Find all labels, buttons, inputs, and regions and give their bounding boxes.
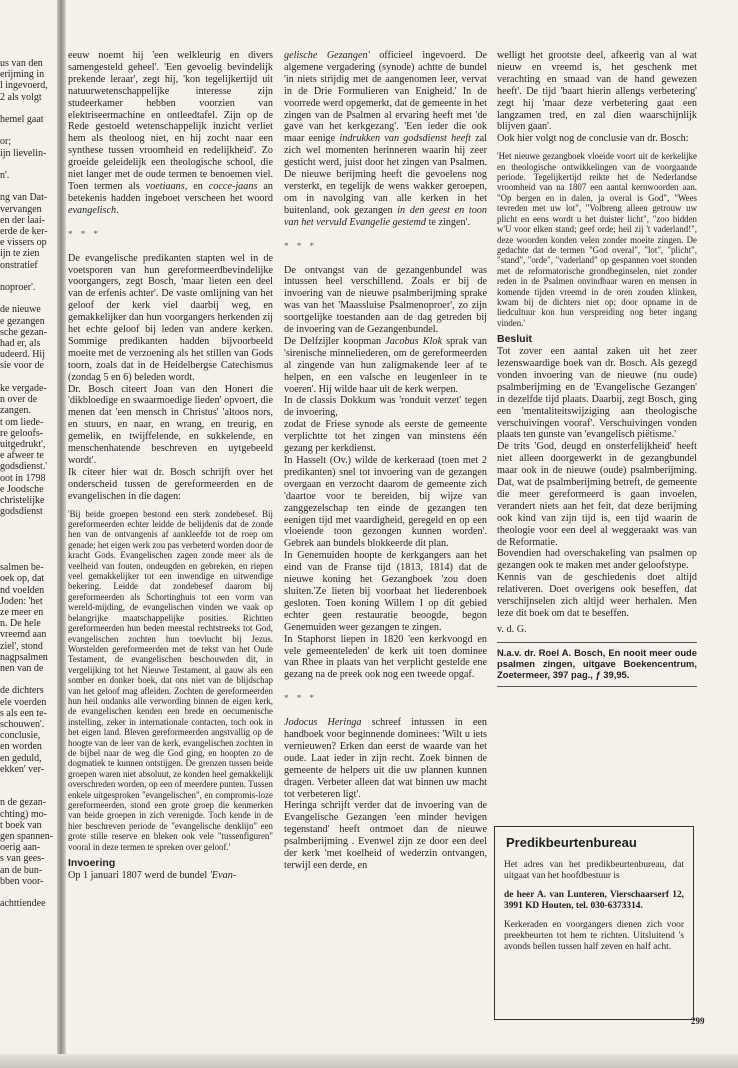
fragment-line bbox=[0, 529, 56, 540]
fragment-line bbox=[0, 103, 56, 114]
fragment-line: sie voor de bbox=[0, 360, 44, 372]
fragment-line: t om liede- bbox=[0, 416, 44, 428]
fragment-line: l ingevoerd, bbox=[0, 80, 48, 92]
fragment-line: nd voelden bbox=[0, 584, 45, 596]
fragment-line: nagpsalmen bbox=[0, 651, 48, 663]
fragment-line: s van gees- bbox=[0, 853, 45, 865]
fragment-line: salmen be- bbox=[0, 562, 44, 574]
fragment-line bbox=[0, 540, 56, 551]
fragment-line: an de bun- bbox=[0, 864, 43, 876]
paragraph: In de classis Dokkum was 'ronduit verzet' tegen de invoering, bbox=[284, 395, 487, 419]
fragment-line: e afweer te bbox=[0, 450, 44, 462]
page-number: 299 bbox=[691, 1016, 705, 1026]
fragment-line: n'. bbox=[0, 170, 10, 182]
fragment-line: achttiendee bbox=[0, 898, 46, 910]
fragment-line: oerig aan- bbox=[0, 842, 41, 854]
fragment-line: ijn lievelin- bbox=[0, 147, 47, 159]
fragment-line: ziel', stond bbox=[0, 640, 43, 652]
section-heading: Besluit bbox=[497, 333, 533, 346]
fragment-line: de dichters bbox=[0, 685, 44, 697]
divider-rule bbox=[497, 686, 697, 687]
fragment-line bbox=[0, 159, 56, 170]
paragraph: Jodocus Heringa schreef intussen in een handboek voor beginnende dominees: 'Wilt u iets vernieuwen? Erken dan eerst de waarde van het oude. Laat ieder in zijn recht. Zoek binnen de gemeente de helpers uit die uw plannen kunnen dragen. Verbeter alleen dat wat binnen uw macht tot verbeteren ligt'. bbox=[284, 717, 487, 800]
paragraph: gelische Gezangen' officieel ingevoerd. De algemene vergadering (synode) achtte de bundel 'in niets strijdig met de aangenomen leer, vervat in de Drie Formulieren van Enigheid.' In de voorrede werd opgemerkt, dat de gemeente in het zingen van de Psalmen al ervaring heeft met 'de gave van het kerkgezang'. 'Een ieder die ook maar eenige indrukken van godsdienst heeft zal zich wel momenten herinneren waarin hij zeer gesticht werd, juist door het zingen van Psalmen. De nieuwe berijming heeft die gevoelens nog versterkt, en tegelijk de wens wakker geroepen, om in navolging van alle kerken in het buitenland, ook gezangen in den geest en toon van het vervuld Evangelie gestemd te zingen'. bbox=[284, 50, 487, 228]
fragment-line: noproer'. bbox=[0, 282, 36, 294]
block-quote: 'Het nieuwe gezangboek vloeide voort uit de kerkelijke en theologische ontwikkelingen van de voorgaande periode. Tegelijkertijd reikte het de Nederlandse vroomheid van na 1807 een aantal kernwoorden aan. "Op bergen en in dalen, ja overal is God", "Wees tevreden met uw lot", "Volbreng alleen getrouw uw plicht en eens wordt u het duister licht", "zoo bidden w'U voor elken stand; geef orde; heil zij 't vaderland!", deze woorden konden velen zonder moeite zingen. De gedachte dat de termen "God overal", "lot", "plicht", "stand", "orde", "vaderland" op gespannen voet stonden met de reformatorische grondbeginselen, niet zonder reden in de Psalmen onvindbaar waren en mensen in komende tijden vreemd in de oren zouden klinken, kwam bij de dichters niet op; door opname in de liedcultuur kon hun verspreiding nog beter ingang vinden.' bbox=[497, 151, 697, 328]
fragment-line: onstratief bbox=[0, 259, 38, 271]
fragment-line: ze meer en bbox=[0, 606, 44, 618]
fragment-line: en der laai- bbox=[0, 214, 45, 226]
fragment-line: re geloofs- bbox=[0, 427, 44, 439]
fragment-line: christelijke bbox=[0, 494, 45, 506]
paragraph: In Genemuiden hoopte de kerkgangers aan het eind van de Franse tijd (1813, 1814) dat de nieuwe koning het Gezangboek 'zou doen sluiten.'Ze lieten bij voorbaat het liederenboek gesloten. Toen koning Willem I op dit gebied echter geen restauratie beoogde, begon Genemuiden weer gezangen te zingen. bbox=[284, 550, 487, 633]
fragment-line bbox=[0, 181, 56, 192]
paragraph: zodat de Friese synode als eerste de gemeente verplichtte tot het zingen van minstens één gezang per kerkdienst. bbox=[284, 419, 487, 455]
fragment-line: vervangen bbox=[0, 203, 42, 215]
column-2 bbox=[284, 50, 487, 1025]
column-1 bbox=[68, 50, 273, 1025]
fragment-line: e vissers op bbox=[0, 237, 47, 249]
fragment-line: e gezangen bbox=[0, 315, 45, 327]
fragment-line: zangen. bbox=[0, 405, 31, 417]
fragment-line: uitgedrukt', bbox=[0, 438, 46, 450]
paragraph: eeuw noemt hij 'een welkleurig en divers samengesteld geheel'. 'Een gevoelig bevindelijk prekende leraar', zegt hij, 'kon tegelijkertijd uit natuurwetenschappelijke interesse zijn studeerkamer hebben voorzien van elektriseermachine en ontleedtafel. Zijn op de Rede gestoeld wetenschappelijk inzicht verliet hem als theoloog niet, en hij zocht naar een synthese tussen vroomheid en redelijkheid'. Zo groeide geleidelijk een theologische school, die niet langer met de oude termen te benoemen viel. Toen termen als voetiaans, en cocce-jaans an betekenis hadden ingeboet verscheen het woord evangelisch. bbox=[68, 50, 273, 216]
notice-text: Het adres van het predikbeurtenbureau, dat uitgaat van het hoofdbestuur is bbox=[504, 860, 684, 881]
divider-rule bbox=[497, 642, 697, 643]
fragment-line: had er, als bbox=[0, 338, 41, 350]
book-reference: N.a.v. dr. Roel A. Bosch, En nooit meer oude psalmen zingen, uitgave Boekencentrum, Zoetermeer, 397 pag., ƒ 39,95. bbox=[497, 646, 697, 680]
fragment-line: or; bbox=[0, 136, 12, 148]
fragment-line bbox=[0, 786, 56, 797]
fragment-line: bben voor- bbox=[0, 875, 44, 887]
left-page-fragment bbox=[0, 58, 56, 1058]
fragment-line: n. De hele bbox=[0, 618, 41, 630]
fragment-line: udeerd. Hij bbox=[0, 349, 45, 361]
fragment-line: oek op, dat bbox=[0, 573, 45, 585]
paragraph: Heringa schrijft verder dat de invoering van de Evangelische Gezangen 'een minder hevigen tegenstand' heeft ontmoet dan de nieuwe psalmberijming . Evenwel zijn ze door een deel der kerk 'met koelheid of wederzin ontvangen, terwijl een derde, en bbox=[284, 800, 487, 871]
fragment-line bbox=[0, 674, 56, 685]
notice-text: Kerkeraden en voorgangers dienen zich voor preekbeurten tot hem te richten. Uitsluitend 's avonds bellen tussen half zeven en half acht. bbox=[504, 920, 684, 952]
fragment-line: hemel gaat bbox=[0, 114, 44, 126]
paragraph: In Hasselt (Ov.) wilde de kerkeraad (toen met 2 predikanten) snel tot invoering van de gezangen overgaan en verzocht daarom de gemeente zich 'daartoe voor te bereiden, bij wijze van zanggezelschap ten einde de gezangen ten eenigen tijd met vaardigheid, geregeld en op een vloeiende toon gezongen kunnen worden'. Gebrek aan bundels blokkeerde dit plan. bbox=[284, 455, 487, 550]
fragment-line bbox=[0, 125, 56, 136]
fragment-line bbox=[0, 551, 56, 562]
fragment-line: ijn te zien bbox=[0, 248, 40, 260]
author-signature: v. d. G. bbox=[497, 623, 527, 635]
fragment-line: erde de ker- bbox=[0, 226, 48, 238]
fragment-line: Joden: 'het bbox=[0, 595, 43, 607]
predikbeurten-notice-box bbox=[494, 826, 694, 1020]
fragment-line: godsdienst.' bbox=[0, 461, 48, 473]
fragment-line bbox=[0, 775, 56, 786]
paragraph: De Delfzijler koopman Jacobus Klok sprak van 'sirenische minneliederen, om de gereformeerden al zingende van hun zaligmakende leer af te helpen, en een valsche en leugenleer in te voeren'. Hij wilde haar uit de kerk werpen. bbox=[284, 335, 487, 395]
fragment-line: 2 als volgt bbox=[0, 91, 42, 103]
section-divider: * * * bbox=[284, 240, 317, 251]
paragraph: In Staphorst liepen in 1820 'een kerkvoogd en vele gemeenteleden' de kerk uit toen dominee van Rhee in plaats van het verplicht gestelde ene gezang na de preek ook nog een tweede opgaf. bbox=[284, 633, 487, 681]
paragraph: Dr. Bosch citeert Joan van den Honert die 'dikbloedige en swaarmoedige lieden' opvoert, die menen dat 'een mensch in Christus' 'altoos nors, en stuurs, en naar, en wrang, en treurig, en gemelik, en twijffelende, en sukkelende, en menschenhatende beschreven en uytgebeeld wordt'. bbox=[68, 383, 273, 466]
fragment-line: oot in 1798 bbox=[0, 472, 46, 484]
fragment-line: chting) mo- bbox=[0, 808, 47, 820]
fragment-line: t boek van bbox=[0, 819, 42, 831]
fragment-line: ke vergade- bbox=[0, 382, 47, 394]
fragment-line: nen van de bbox=[0, 662, 44, 674]
column-3 bbox=[497, 50, 697, 820]
section-heading: Invoering bbox=[68, 857, 116, 870]
paragraph: Ook hier volgt nog de conclusie van dr. Bosch: bbox=[497, 133, 689, 145]
fragment-line: schouwen'. bbox=[0, 718, 45, 730]
fragment-line: conclusie, bbox=[0, 730, 41, 742]
fragment-line: erijming in bbox=[0, 69, 45, 81]
fragment-line: ele voerden bbox=[0, 696, 47, 708]
fragment-line: e Joodsche bbox=[0, 483, 44, 495]
fragment-line: n over de bbox=[0, 394, 38, 406]
fragment-line: n de gezan- bbox=[0, 797, 47, 809]
paragraph: De trits 'God, deugd en onsterfelijkheid' heeft niet alleen doorgewerkt in de gezangbundel maar ook in de nieuwe (oude) psalmberijming. Dat, wat de psalmberijming betreft, de gemeente die meer gereformeerd is gaan invoelen, verandert niets aan het feit, dat deze berijming ook kind van zijn tijd is, een tijd waarin de theologie voor een deel al weggeraakt was van de Reformatie. bbox=[497, 441, 697, 548]
fragment-line: us van den bbox=[0, 58, 43, 69]
paragraph: De ontvangst van de gezangenbundel was intussen heel verschillend. Zoals er bij de invoering van de nieuwe psalmberijming sprake was van het 'Maassluise Psalmenoproer', zo zijn soortgelijke toestanden aan de dag getreden bij de invoering van de Gezangenbundel. bbox=[284, 264, 487, 336]
block-quote: 'Bij beide groepen bestond een sterk zondebesef. Bij gereformeerden echter leidde de belijdenis dat de zonde hen van de ontvangenis af aankleefde tot de roep om genade; het eigen werk zou pas verbeterd worden door de kracht Gods. Evangelischen zagen zonde meer als de veelheid van fouten, ondeugden en gebreken, en riepen veel gemakkelijker tot een inwendige en uitwendige bekering. Leidde dat zondebesef daarom bij gereformeerden als Schortinghuis tot een vorm van wereld-mijding, de evangelischen vinden we vaak op belangrijke maatschappelijke posities. Richtten gereformeerden hun beden meestal rechtstreeks tot God, evangelischen zochten hun toevlucht bij Jezus. Worstelden gereformeerden met de tekst van het Oude Testament, de evangelischen beschouwden dit, in vergelijking tot het Nieuwe Testament, al gauw als een somber en donker boek, dat ons niet van de blijdschap van het geloof mag afleiden. Zochten de gereformeerden hun heil ondanks alle verwording binnen de eigen kerk, de evangelischen kenden een brede en oecumenische instelling, zeker in internationale contacten, toch ook in het eigen land. Bleven gereformeerden angstvallig op de hoogte van de leer van de kerk, evangelischen zochten in de bijbel naar de weg die God ging, en hoopten zo de dogmatiek te kunnen ontstijgen. De grenzen tussen beide groepen waren niet absoluut, ze konden heel gemakkelijk overschreden worden, op een of meerdere punten. Tussen enkele uitgesproken "evangelischen", en compromis-loze gereformeerden, stond een grote groep die kenmerken van beide groepen in zich verenigde. Toch kende in de hier beschreven periode de "evangelische denklijn" een grote stille reserve en bleken ook vele "tussenfiguren" vooral in deze termen te spreken over geloof.' bbox=[68, 508, 273, 852]
notice-title: Predikbeurtenbureau bbox=[506, 835, 637, 850]
paragraph: welligt het grootste deel, afkeerig van al wat nieuw en vreemd is, het geschenk met verachting en smaad van de hand gewezen heeft'. De tijd 'baart hierin allengs verbetering' zegt hij 'maar deze verbetering gaat een langzamen tred, en zal dien waarschijnlijk blijven gaan'. bbox=[497, 50, 697, 133]
paragraph: Kennis van de geschiedenis doet altijd relativeren. Doet overigens ook beseffen, dat verschijnselen zich altijd weer herhalen. Men leze dit boek om dat te beseffen. bbox=[497, 572, 697, 619]
section-divider: * * * bbox=[68, 228, 101, 239]
fragment-line: en geduld, bbox=[0, 752, 42, 764]
page-bottom-edge bbox=[0, 1054, 738, 1068]
fragment-line bbox=[0, 372, 56, 383]
fragment-line: ng van Dat- bbox=[0, 192, 48, 204]
paragraph: Tot zover een aantal zaken uit het zeer lezenswaardige boek van dr. Bosch. Als gezegd vonden invoering van de nieuwe (nu oude) psalmberijming en de 'Evangelische Gezangen' in dezelfde tijd plaats. Daarbij, zegt Bosch, ging een 'mentaliteitswijziging aan theologische verschuivingen vooraf'. Verschuivingen vonden plaats ten gunste van 'evangelisch piëtisme.' bbox=[497, 346, 697, 441]
page-gutter bbox=[57, 0, 66, 1068]
fragment-line bbox=[0, 887, 56, 898]
fragment-line bbox=[0, 271, 56, 282]
fragment-line: en worden bbox=[0, 741, 42, 753]
fragment-line: de nieuwe bbox=[0, 304, 41, 316]
fragment-line: gen spannen- bbox=[0, 831, 54, 843]
paragraph: Ik citeer hier wat dr. Bosch schrijft over het onderscheid tussen de gereformeerden en de evangelischen in die dagen: bbox=[68, 466, 273, 502]
fragment-line bbox=[0, 293, 56, 304]
fragment-line: sche gezan- bbox=[0, 326, 47, 338]
notice-address: de heer A. van Lunteren, Vierschaarserf 12, 3991 KD Houten, tel. 030-6373314. bbox=[504, 890, 684, 911]
fragment-line: ekken' ver- bbox=[0, 763, 45, 775]
fragment-line: godsdienst bbox=[0, 506, 43, 518]
fragment-line bbox=[0, 517, 56, 528]
fragment-line: vreemd aan bbox=[0, 629, 47, 641]
fragment-line: s als een te- bbox=[0, 707, 47, 719]
paragraph: Op 1 januari 1807 werd de bundel 'Evan- bbox=[68, 869, 237, 881]
section-divider: * * * bbox=[284, 693, 317, 704]
paragraph: De evangelische predikanten stapten wel in de voetsporen van hun gereformeerdbevindelijke voorgangers, zegt Bosch, 'maar lieten een deel van de erfenis achter'. De vaste omlijning van het geloof der kerk viel daarbij weg, en gemakkelijker dan hun voorgangers herkenden zij het echte geloof bij leden van andere kerken. Sommige predikanten hadden bijvoorbeeld moeite met de verzoening als het stillen van Gods toorn, zoals dat in de Heidelbergse Catechismus (zondag 5 en 6) beleden wordt. bbox=[68, 252, 273, 383]
paragraph: Bovendien had overschakeling van psalmen op gezangen ook te maken met ander geloofstype. bbox=[497, 548, 697, 572]
